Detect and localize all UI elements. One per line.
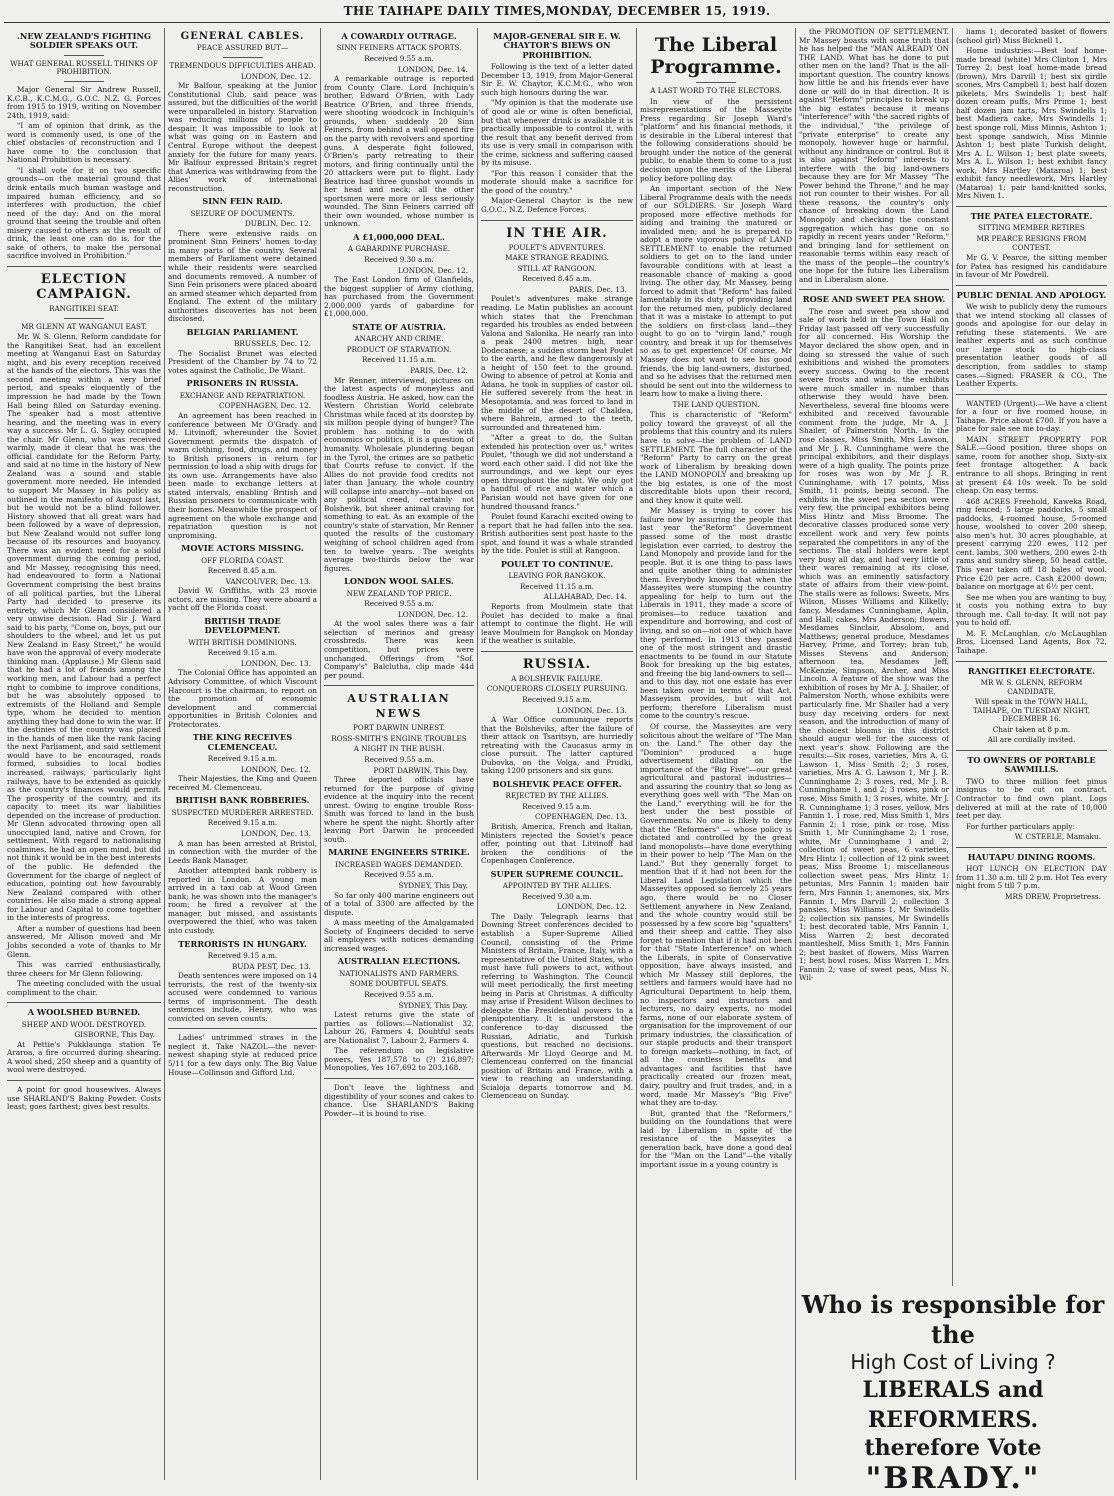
subheadline: REJECTED BY THE ALLIES. [505, 791, 609, 801]
paragraph: liams 1; decorated basket of flowers (school girl) Miss Bicknell 1. [956, 28, 1107, 45]
dateline: VANCOUVER, Dec. 13. [225, 576, 311, 586]
headline: RANGITIKEI ELECTORATE. [967, 665, 1096, 676]
masthead-rule [4, 22, 1110, 23]
ad-line: High Cost of Living ? [850, 1350, 1056, 1374]
section-headline: AUSTRALIAN NEWS [347, 692, 451, 721]
received-time: Received 9.55 a.m. [364, 754, 434, 764]
headline: MARINE ENGINEERS STRIKE. [328, 847, 470, 858]
classified-ad: 468 ACRES Freehold, Kaweka Road, ring fenced; 5 large paddocks, 5 small paddocks, 4-roomed house, 5-roomed house, woolshed to cover 200 sheep, also men's hut. 30 acres ploughable, at present carrying 220 ewes, 112 per cent. lambs, 300 wethers, 200 ewes 2-th rams and sundry sheep, 50 head cattle. This year taken off 18 bales of wool. Price £20 per acre. Cash £2000 down; balance on mortgage at 6½ per cent. [956, 496, 1107, 592]
paragraph: The meeting concluded with the usual compliment to the chair. [7, 979, 161, 997]
headline: PRISONERS IN RUSSIA. [186, 378, 299, 389]
received-time: Received 9.55 a.m. [364, 54, 434, 63]
subheadline: Will speak in the TOWN HALL, TAIHAPE, On TUESDAY NIGHT, DECEMBER 16. [972, 697, 1091, 724]
classified-ad: WANTED (Urgent).—We have a client for a four or five roomed house, in Taihape. Price about £700. If you have a place for sale see me to-day. [956, 398, 1107, 434]
received-time: Received 9.55 a.m. [364, 870, 434, 880]
paragraph: A man has been arrested at Bristol, in connection with the murder of the Leeds Bank Manager. [168, 838, 317, 865]
received-time: Received 9.15 a.m. [207, 648, 278, 658]
received-time: Received 11.15 a.m. [362, 355, 436, 365]
headline: LONDON WOOL SALES. [344, 576, 454, 587]
paragraph: "For this reason I consider that the moderate should make a sacrifice for the good of the country." [481, 168, 633, 195]
headline: PUBLIC DENIAL AND APOLOGY. [956, 289, 1107, 300]
headline: A WOOLSHED BURNED. [27, 1007, 141, 1018]
paragraph: This was carried enthusiastically, three cheers for Mr Glenn following. [7, 960, 161, 978]
paragraph: So far only 400 marine engineers out of a total of 3300 are affected by the dispute. [324, 890, 474, 917]
paragraph: David W. Griffiths, with 23 movie actors, are missing. They were aboard a yacht off the Florida coast. [168, 586, 317, 613]
dateline: LONDON, Dec. 12. [397, 265, 468, 275]
paragraph: The East London firm of Glanfields, the biggest supplier of Army clothing, has purchased from the Government 2,000,000 yards of gabardine for £1,000,000. [324, 275, 474, 319]
classified-ad: HOT LUNCH ON ELECTION DAY from 11.30 a.m. till 2 p.m. Hot Tea every night from 5 till 7 p.m. [956, 864, 1107, 891]
column-5 [637, 28, 795, 1478]
paragraph: Home industries:—Best loaf home-made bread (white) Mrs Clinton 1, Mrs Torrey 2; best loaf home-made bread (brown), Mrs Darvill 1; best six girdle scones, Mrs Campbell 1; best half dozen pikelets, Mrs Swindells 1; best half dozen cream puffs, Mrs Prime 1; best half dozen jam tarts, Mrs Swindells 1; best Madiera cake, Mrs Swindells 1; best sponge roll, Miss Minnis, Ashton 1; best sponge sandwich, Miss Minnie Ashton 1; best plate Turkish delight, Mrs A. L. Wilson 1; best plate sweets, Mrs A. L. Wilson 1; best exhibit fancy work, Mrs Hartley (Mataroa) 1; best exhibit fancy needlework, Mrs Hartley (Mataroa) 1; pair hand-knitted socks, Mrs Niven 1. [956, 46, 1107, 201]
dateline: PORT DARWIN, This Day. [373, 765, 468, 775]
dateline: BUDA PEST, Dec. 13. [231, 961, 311, 971]
subheadline: All are cordially invited. [987, 735, 1076, 745]
paragraph: Three deported officials have returned for the purpose of giving evidence at the inquiry into the recent unrest. Owing to engine trouble Ross-Smith was forced to land in the bush where he spent the night. Shortly after leaving Port Darwin he proceeded south. [324, 775, 474, 844]
column-3 [321, 28, 477, 1478]
paragraph: The Daily Telegraph learns that Downing Street conferences decided to establish a Super-Supreme Allied Council, consisting of the Prime Ministers of Britain, France, Italy, with a representative of the United States, who must have full powers to act, without referring to Washington. The Council will meet periodically, the first meeting being in Paris at Christmas. A difficulty may arise if President Wilson declines to delegate the Presidential powers to a plenipotentiary. It is understood the conference to-day discussed the Russian, Adriatic, and Turkish questions, but reached no decisions. Afterwards Mr Lloyd George and M. Clemenceau conferred on the financial position of Britain and France, with a view to reaching an understanding. Scialoja departs tomorrow and M. Clemenceau on Sunday. [481, 911, 633, 1101]
subheadline: NATIONALISTS AND FARMERS. [338, 968, 460, 978]
subheadline: INCREASED WAGES DEMANDED. [335, 859, 463, 869]
subheadline: PEACE ASSURED BUT— [196, 43, 289, 53]
received-time: Received 9.55 a.m. [364, 990, 434, 999]
subheadline: MR PEARCE RESIGNS FROM CONTEST. [976, 233, 1087, 252]
received-time: Received 9.30 a.m. [522, 891, 592, 901]
advertisement: Don't leave the lightness and digestibility of your scones and cakes to chance. Use SHARLAND'S Baking Powder—it is bound to rise. [324, 1082, 474, 1118]
paragraph: "I am of opinion that drink, as the word is commonly used, is one of the chief obstacles of reconstruction and I have come to the conclusion that National Prohibition is necessary. [7, 121, 161, 165]
received-time: Received 8.45 a.m. [207, 566, 278, 576]
paragraph: Following is the text of a letter dated December 13, 1919, from Major-General Sir E. W. Chaytor, K.C.M.G., who won such high honours during the war. [481, 62, 633, 97]
subheadline: Chair taken at 8 p.m. [992, 724, 1071, 734]
signature: W. CSTEELE, Mamaku. [1014, 832, 1101, 842]
headline: A £1,000,000 DEAL. [353, 231, 445, 242]
dateline: LONDON, Dec. 13. [240, 658, 311, 668]
dateline: LONDON, Dec. 14. [397, 64, 468, 74]
paragraph: In view of the persistent misrepresentations of the Masseyite Press regarding Sir Joseph Ward's "platform" and his financial methods, it is desirable in the Liberal interest that the following considerations should be brought under the notice of the general public, to enable them to come to a just decision upon the merits of the Liberal policy before polling day. [640, 96, 792, 183]
subheadline: MAKE STRANGE READING. [505, 253, 609, 263]
headline: BOLSHEVIK PEACE OFFER. [492, 778, 622, 789]
received-time: Received 9.15 a.m. [207, 818, 278, 828]
paragraph: British, America, French and Italian, Ministers rejected the Soviet's peace offer, pointing out that Litvinoff had broken the conditions of the Copenhagen Conference. [481, 822, 633, 866]
subheadline: PORT DARWIN UNREST. [352, 723, 446, 733]
subheadline: MR W. S. GLENN, REFORM CANDIDATE, [980, 677, 1083, 696]
subheadline: TREMENDOUS DIFFICULTIES AHEAD. [169, 61, 316, 70]
classified-ad: For further particulars apply: [966, 821, 1075, 831]
column-6 [796, 28, 952, 1286]
received-time: Received 9.15 a.m. [522, 801, 592, 811]
received-time: Received 9.55 a.m. [364, 599, 434, 609]
paragraph: This is characteristic of "Reform" policy toward the graveyst of all the problems that this country and its rulers have to solve—the problem of LAND SETTLEMENT. The full character of the "Reform" Party to carry on the great work of Liberalism by breaking down the LAND MONOPOLY and breaking up the big estates, is one of the most discreditable blots upon their record, and they know it quite well. [640, 410, 792, 505]
dateline: PARIS, Dec. 12. [410, 366, 468, 376]
subheadline: WITH BRITISH DOMINIONS. [188, 637, 297, 647]
ad-line: "BRADY." [865, 1461, 1041, 1496]
section-headline: GENERAL CABLES. [180, 31, 305, 42]
paragraph: There were extensive raids on prominent Sinn Feiners' homes to-day in many parts of the country. Several members of Parliament were detained while their residents were searched and documents removed. A number of Sinn Fein prisoners were placed aboard an armed steamer which departed from England. The extent of the military authorities discoveries has not been disclosed. [168, 228, 317, 324]
classified-ad: TWO to three million feet pinus insignus to be cut on contract. Contractor to find own plant. Logs delivered at mill at the rate of 10,000 feet per day. [956, 776, 1107, 821]
headline: HAUTAPU DINING ROOMS. [967, 851, 1096, 862]
subheadline: A GABARDINE PURCHASE. [347, 244, 451, 254]
classified-ad: M. F. McLaughlan, c/o McLaughlan Bros, Licensed Land Agents, Box 72, Taihape. [956, 628, 1107, 655]
headline: THE PATEA ELECTORATE. [970, 210, 1093, 221]
dateline: BRUSSELS, Dec. 12. [234, 339, 311, 349]
paragraph: Mr Massey is trying to cover his failure now by assuring the people that last year the"Reform" Government passed some of the most drastic legislation ever carried, to destroy the Land Monopoly and provide land for the people. But it is one thing to pass laws and quite another thing to administer them. Everybody knows that when the Masseyites were stumping the country appealing for help to turn out the Liberals in 1911, they made a score of promises—to reduce taxation and expenditure and borrowing, and cost of living, and so on—not one of which have they performed. In 1913 they passed one of the most stringent and drastic enactments to be found in our Statute Book for breaking up the big estates, and freeing the big land-owners to sell—and to this day, not one estate has ever been taken over in terms of that Act. Masseyism provides, but will not perform; therefore Liberalism must come to the country's rescue. [640, 506, 792, 721]
paragraph: An agreement has been reached in conference between Mr O'Grady and M. Litvinoff, whereunder the Soviet Government permits the dispatch of warm clothing, food, drugs, and money to British prisoners in return for permission to load a ship with drugs for its own use. Arrangements have also been made to exchange letters at stated intervals, enabling British and Russian prisoners to communicate with their homes. Meanwhile the prospect of agreement on the whole exchange and repatriation question is not unpromising. [168, 410, 317, 540]
dateline: LONDON, Dec. 12. [240, 764, 311, 774]
section-headline: The Liberal Programme. [650, 34, 782, 78]
dateline: COPENHAGEN, Dec. 12. [218, 401, 311, 411]
headline: .NEW ZEALAND'S FIGHTING SOLDIER SPEAKS OUT. [17, 31, 151, 51]
subheadline: SHEEP AND WOOL DESTROYED. [21, 1019, 147, 1029]
paragraph: Mr Balfour, speaking at the Junior Constitutional Club, said peace was assured, but the difficulties of the world were unparalleled in history. Starvation was reducing millions of people to despair. It was impossible to look at what was going on in Eastern and Central Europe without the deepest anxiety for the future for many years. Mr Balfour expressed Britain's regret that America was withdrawing from the Allies' work of international reconstruction. [168, 81, 317, 193]
subheadline: SITTING MEMBER RETIRES [978, 223, 1085, 233]
column-2 [165, 28, 320, 1478]
headline: THE KING RECEIVES CLEMENCEAU. [192, 732, 293, 752]
received-time: Received 8.45 a.m. [522, 274, 592, 284]
paragraph: Of course, the Masseyites are very solicitous about the welfare of "The Man on the Land." The other day the "Dominion" produced a huge advertisement dilating on the importance of the "Big Five"—our great agricultural and pastoral industries—and assuring the country that so long as everything goes well with "The Man on the Land," everything will be for the best under the best possible of Governments. No one is likely to deny that the "Reformers" — whose policy is dictated and controlled by the great land monopolists—have done everything in their power to help "The Man on the Land." But they generally forget to mention that if it had not been for the Liberal Land Legislation which the Masseyites opposed so fiercely 25 years ago, there would be no Closer Settlement anywhere in New Zealand, and the whole country would still be possessed by a few score big "squatters" and their sheep and cattle. They also forget to mention that if it had not been for that "State Interference" on which the Liberals, in spite of Conservative opposition, have always insisted, and which Mr Massey still deplores, the settlers and farmers would have had no Agricultural Department to help them, no inspectors and instructors and lecturers, no dairy experts, no model farms, none of our elaborate system of organisation for the improvement of our primary industries, the classification of our staple products and their transport to foreign markets—nothing, in fact, of all the countless benefits and advantages and facilities that have practically created our frozen meat, dairy, poultry and fruit trades, and, in a word, made Mr Massey's "Big Five" what they are to-day. [640, 722, 792, 1108]
received-time: Received 11.15 a.m. [520, 581, 594, 591]
subheadline: SOME DOUBTFUL SEATS. [349, 979, 449, 989]
dateline: ALLAHABAD, Dec. 14. [543, 592, 627, 602]
paragraph: The referendum on legislative powers, Yes 187,578 to (?) 216,897; Monopolies, Yes 167,692 to 203,168. [324, 1046, 474, 1073]
dateline: LONDON, Dec. 12. [240, 71, 311, 81]
subheadline: SUSPECTED MURDERER ARRESTED. [171, 807, 314, 817]
headline: ROSE AND SWEET PEA SHOW. [802, 294, 946, 305]
paragraph: A War Office communique reports that the Bolsheviks, after the failure of their attack on Tsaritsyn, are hurriedly retreating with the Caucasus army in close pursuit. The latter captured Dubovka, on the Volga, and Prudki, taking 1200 prisoners and six guns. [481, 715, 633, 776]
advertisement: Ladies' untrimmed straws in the neglect it. Take NAZOL—the never-newest shaping style at reduced price 5/11 for a few days only. The Big Value House—Collinson and Gifford Ltd. [168, 1033, 317, 1077]
dateline: LONDON, Dec. 13. [240, 828, 311, 838]
paragraph: "My opinion is that the moderate use of good ale or wine is often beneficial, but that whenever drink is available it is practically impossible to control it, with the result that any benefit derived from its use is very small in comparison with the crime, sickness and suffering caused by its misuse. [481, 98, 633, 168]
paragraph: Major-General Chaytor is the new G.O.C., N.Z. Defence Forces. [481, 196, 633, 214]
dateline: COPENHAGEN, Dec. 13. [534, 812, 627, 822]
dateline: PARIS, Dec. 13. [569, 284, 627, 294]
received-time: Received 9.30 a.m. [364, 254, 434, 264]
paragraph: We wish to publicly deny the rumours that we intend stocking all classes of goods and apologise for our delay in refuting these statements. We are leather experts and as such continue our large stock to high-class presentation leather goods of all description, from saddles to stamp cases.—Signed: FRASER & CO., The Leather Experts. [956, 302, 1107, 389]
subheadline: A LAST WORD TO THE ELECTORS. [650, 86, 782, 95]
paragraph: Their Majesties, the King and Queen received M. Clemenceau. [168, 774, 317, 792]
headline: MOVIE ACTORS MISSING. [181, 543, 304, 554]
dateline: DUBLIN, Dec. 12. [244, 219, 311, 229]
received-time: Received 9.15 a.m. [207, 950, 278, 960]
section-headline: ELECTION CAMPAIGN. [36, 271, 132, 302]
paragraph: After a number of questions had been answered, Mr Allison moved and Mr Jobbs seconded a vote of thanks to Mr Glenn. [7, 923, 161, 959]
subheadline: RANGITIKEI SEAT. [49, 303, 119, 313]
subheadline: A BOLSHEVIK FAILURE. [511, 673, 603, 683]
dateline: GISBORNE, This Day. [74, 1030, 155, 1040]
advertisement: A point for good housewives. Always use SHARLAND'S Baking Powder. Costs least; goes farthest; gives best results. [7, 1084, 161, 1112]
classified-ad: See me when you are wanting to buy, it costs you nothing extra to buy through me. Call to-day. It will not pay you to hold off. [956, 592, 1107, 628]
paragraph: The rose and sweet pea show and sale of work held in the Town Hall on Friday last passed off very successfully for all concerned. His Worship the Mayor declared the show open, and in doing so stressed the value of such exhibitions and wished the promoters every success. Owing to the recent severe frosts and winds, the exhibits were much smaller in number than otherwise they would have been. Nevertheless, several fine blooms were exhibited and received favourable comment from the judge, Mr A. J. Shailer, of Palmerston North. In the rose classes, Miss Smith, Mrs Lawson, and Mr J. R. Cunninghame were the principal exhibitors, and their displays were of a high quality. The points prize for roses was won by Mr J. R. Cunninghame, with 17 points, Miss Smith, 11 points, being second. The exhibits in the sweet pea section were very few, the principal exhibitors being Miss Hintz and Miss Broome. The decorative classes produced some very excellent work and very few points separated the competitors in any of the sections. The stall holders were kept very busy all day, and had very little of their wares remaining at its close, which was an eminently satisfactory state of affairs from their view-point. The stalls were as follows: Sweets, Mrs Wilson, Misses Williams and Kilkelly; fancy, Mesdames Cunninghame, Aplin, and Hall; cakes, Mrs Anderson; flowers, Mesdames Sinclair, Absolom, and Matthews; general produce, Mesdames Harvey, Prime, and Torrey; bran tub, Misses Stevens and Anderson; afternoon tea, Mesdames Jeff, McKenzie, Simpson, Archer, and Miss Lincoln. A feature of the show was the exhibition of roses by Mr A. J. Shailer, of Palmerston North, whose exhibits were particularly fine. Mr Shailer had a very busy day receiving orders for next season, and the introduction of many of the choicest blooms in this district should augur well for the success of next year's show. Following are the results:—Six roses, varieties, Mrs A. G. Lawson 1, Miss Smith 2; 3 roses, varieties, Mrs A. G. Lawson 1, Mr J. R. Cunninghame 2; 3 roses, red, Mr J. R. Cunninghame 1, and 2; 3 roses, pink or rose, Miss Smith 1; 3 roses, white, Mr J. R. Cunninghame 1; 3 roses, yellow, Mrs Fannin 1. 1 rose, red, Miss Smith 1, Mrs Fannin 2; 1 rose, pink or rose, Miss Smith 1, Mr Cunninghame 2; 1 rose, white, Mr Cunninghame 1 and 2; collection of sweet peas, 6 varieties, Mrs Hintz 1; collection of 12 pink sweet peas, Miss Broome 1; miscellaneous collection sweet peas, Mrs Hintz 1; petunias, Mrs Fannin 1; maiden hair fern, Mrs Fannin 1; anemones, six, Mrs Fannin 1, Mrs Darvill 2; collection 3 pansies, Miss Williams 1, Mr Swindells 2; collection six pansies, Mr Swindells 1; best decorated table, Mrs Fannin 1, Miss Warren 2; best decorated mantleshelf, Miss Smith 1, Mrs Fannin 2; best basket of flowers, Miss Warren 1; best bowl roses, Miss Warren 1, Mrs Fannin 2; vase of sweet peas, Miss N. Wil- [799, 306, 949, 983]
ad-line: Who is responsible for the [801, 1290, 1105, 1349]
column-7 [953, 28, 1110, 1286]
paragraph: Mr Renner, interviewed, pictures on the latest aspects of moneyless and foodless Austria. He asked, how can the Western Christian World celebrate Christmas while faced at its doorstep by six million people dying of hunger? The problem has nothing to do with economics or politics, it is a question of humanity. Wholesale plundering began in the Tyrol, the crimes are so pathetic that Courts refuse to convict. If the Allies do not provide food credits not later than January, the whole country will collapse into anarchy—not based on any political creed, certainly not Bolshevik, but sheer animal craving for something to eat. As an example of the country's state of starvation, Mr Renner quoted the results of the customary weighing of school children aged from ten to twelve years. The weights average two-thirds below the war figures. [324, 375, 474, 573]
signature: MRS DREW, Proprietress. [1005, 891, 1101, 901]
paragraph: Mr G. V. Pearce, the sitting member for Patea has resigned his candidature in favour of Mr Powdrell. [956, 253, 1107, 280]
paragraph: "I shall vote for it on two specific grounds—on the material ground that drink entails much human wastage and impaired human efficiency, and so interferes with production, the chief need of the day: And on the moral ground that seeing the trouble and often misery caused to others as the result of drink, the least one can do is, for the sake of others, to make the personal sacrifice involved in Prohibition." [7, 165, 161, 261]
paragraph: Latest returns give the state of parties as follows:—Nationalist 32, Labour 26, Farmers 4. Doubtful seats are Nationalist 7, Labour 2, Farmers 4. [324, 1010, 474, 1045]
paragraph: Mr. W. S. Glenn, Reform candidate for the Rangitikei Seat, had an excellent meeting at Wanganui East on Saturday night, and his every reception received at the hands of the electors. This was the second meeting within a very brief period, and speaks eloquently of the impression he had made by the Town Hall being filled on Saturday evening. The speaker had a most attentive hearing, and the meeting was in every way a success. Mr L. G. Sigley occupied the chair. Mr Glenn, who was received warmly, made it clear that he was the official candidate for the Reform Party, and said at no time in the history of New Zealand was a sound and stable government more needed. He intended to support Mr Massey in his policy as outlined in the manifesto of August last, but he would not be a blind follower. History showed that all great wars had been followed by a wave of depression, but New Zealand would not suffer long because of its resources and buoyancy. There was an evident need for a solid government during the coming period, and Mr Massey, recognising this need, had endeavoured to form a National Government comprising the best brains of all political parties, but the Liberal Party had decided to preserve its entirety, which Mr Glenn considered a very unwise decision. Had Sir J. Ward said to his party, "Come on, boys, put our shoulders to the wheel, and let us put New Zealand in Easy Street," he would have won the approval of every moderate thinking man. (Applause.) Mr Glenn said that he had a lot of friends among the working men, and Labour had a perfect right to combine to improve conditions, but he was absolutely opposed to extremists of the Holland and Semple type, whom he decided to mention anything they had done to win the war. If the destinies of the country was placed in the hands of men like the rank facing the next Parliament, and said settlement would have to be encouraged, roads formed, subsidies to local bodies increased, railways, particularly light railways, have to be extended as quickly as the country's finances would permit. The prosperity of the country, and its capacity to meet its war liabilities depended on the increase of production. Mr Glenn advocated throwing open all unoccupied land, native and Crown, for settlement. With regard to nationalising coalmines, he had an open mind, but did not think it would be in the best interests of the public. He defended the Government for the charge of neglect of education, pointing out how favourably New Zealand compared with other countries. He also made a strong appeal for Labour and Capital to come together in the interests of progress. [7, 332, 161, 923]
paragraph: Another attempted bank robbery is reported in London. A young man arrived in a taxi cab at Wood Green bank; he was shown into the manager's room; he fired a revolver at the manager, but missed, and assistants overpowered the thief, who was taken into custody. [168, 866, 317, 935]
dateline: LONDON, Dec. 12. [397, 609, 468, 619]
subheadline: APPOINTED BY THE ALLIES. [502, 881, 612, 891]
headline: A COWARDLY OUTRAGE. [341, 31, 457, 41]
column-4 [478, 28, 636, 1478]
paragraph: The Socialist Brunet was elected President of the Chamber by 74 to 72 votes against the Catholic, De Wiant. [168, 348, 317, 375]
paragraph: Reports from Moulmein state that Poulet has decided to make a final attempt to continue the flight. He will leave Moulmein for Bangkok on Monday if the weather is suitable. [481, 601, 633, 646]
masthead: THE TAIHAPE DAILY TIMES,MONDAY, DECEMBER 15, 1919. [343, 4, 771, 18]
headline: TERRORISTS IN HUNGARY. [178, 938, 307, 949]
headline: MAJOR-GENERAL SIR E. W. CHAYTOR'S BIEWS ON PROHIBITION. [493, 31, 621, 60]
subheadline: EXCHANGE AND REPATRIATION. [179, 390, 306, 400]
paragraph: At the wool sales there was a fair selection of merinos and greasy crossbreds. There was keen competition, but prices were unchanged. Offerings from "Sof. Company's" Balclutha, clip made 44d per pound. [324, 619, 474, 680]
subheadline: POULET'S ADVENTURES. [508, 242, 606, 252]
subheadline: THE LAND QUESTION. [672, 399, 760, 409]
headline: BRITISH BANK ROBBERIES. [175, 795, 310, 806]
paragraph: Death sentences were imposed on 14 terrorists, the rest of the twenty-six accused were condemned to various terms of imprisonment. The death sentences include, Henry, who was convicted on seven counts. [168, 971, 317, 1023]
subheadline: NEW ZEALAND TOP PRICE. [346, 588, 452, 598]
headline: AUSTRALIAN ELECTIONS. [337, 956, 461, 967]
headline: STATE OF AUSTRIA. [352, 321, 446, 332]
headline: BRITISH TRADE DEVELOPMENT. [204, 615, 281, 636]
paragraph: A remarkable outrage is reported from County Clare. Lord Inchiquin's brother, Edward O'Brien, with Lady Beatrice O'Brien, and three friends, were shooting woodcock in Inchiquin's grounds, when suddenly 20 Sinn Feiners, from behind a wall opened fire on the party with revolvers and sporting guns. A desperate fight followed, O'Brien's party retreating to their motors, and firing continually until the 20 attackers were put to flight. Lady Beatrice had three gunshot wounds in her head and neck; all the other sportsmen were more or less seriously wounded. The Sinn Feiners carried off their own wounded, whose number is unknown. [324, 74, 474, 229]
subheadline: A NIGHT IN THE BUSH. [353, 744, 445, 754]
paragraph: A mass meeting of the Amalgamated Society of Engineers decided to serve all employers with notices demanding increased wages. [324, 918, 474, 953]
headline: BELGIAN PARLIAMENT. [186, 326, 299, 337]
dateline: LONDON, Dec. 12. [556, 902, 627, 912]
headline: SINN FEIN RAID. [202, 196, 283, 207]
subheadline: ANARCHY AND CRIME. [354, 334, 444, 344]
classified-ad: MAIN STREET PROPERTY FOR SALE.—Good position, three shops on same, room for another shop. Sixty-six feet frontage altogether. A back entrance to all shops. Bringing in rent at present £4 10s week. To be sold cheap. On easy terms. [956, 434, 1107, 496]
paragraph: At Pettie's Pukklaunga station Te Araroa, a fire occurred during shearing. A wool shed, 250 sheep and a quantity of wool were destroyed. [7, 1039, 161, 1075]
paragraph: Major General Sir Andrew Russell, K.C.B., K.C.M.G., G.O.C. N.Z. G. Forces from 1915 to 1919, writing on November 24th, 1919, said: [7, 85, 161, 120]
section-headline: IN THE AIR. [506, 225, 608, 241]
column-1 [4, 28, 164, 1478]
ad-line: LIBERALS and REFORMERS. [862, 1377, 1044, 1433]
dateline: SYDNEY, This Day. [398, 881, 468, 891]
subheadline: CONQUERORS CLOSELY PURSUING. [486, 684, 628, 694]
received-time: Received 9.15 a.m. [522, 694, 592, 704]
received-time: Received 9.15 a.m. [207, 754, 278, 764]
subheadline: WHAT GENERAL RUSSELL THINKS OF PROHIBITION. [10, 58, 158, 77]
dateline: SYDNEY, This Day. [398, 1000, 468, 1010]
headline: POULET TO CONTINUE. [500, 558, 614, 569]
paragraph: An important section of the New Liberal Programme deals with the needs of our SOLDIERS. Sir Joseph Ward proposed more effective methods for aiding and training the matured or invalided men; and he is prepared to adopt a more vigorous policy of LAND SETTLEMENT to enable the returned soldiers to get on to the land under favourable conditions with at least a reasonable chance of making a good living. The other day, Mr Massey, being forced to admit that "Reform" has failed lamentably in its duty of providing land for the returned men, publicly declared that it was a mistake to attempt to put the soldiers on first-class land—they ought to go on to "virgin land," rough country, and break it up for themselves so as to get experience! Of course, Mr Massey does not want to see his good friends, the big land-owners, disturbed, and so he advises that the returned men should be sent out into the wilderness to learn how to make a living there. [640, 184, 792, 399]
subheadline: STILL AT RANGOON. [517, 263, 597, 273]
subheadline: PRODUCT OF STARVATION. [346, 344, 452, 354]
election-advertisement [798, 1290, 1108, 1496]
headline: TO OWNERS OF PORTABLE SAWMILLS. [967, 755, 1096, 775]
paragraph: "After a great to do, the Sultan extended his protection over us," writes Poulet, "though we did not understand a word each other said. I did not like the surroundings, and we kept our eyes open throughout the night. We only got a handful of rice and water which a Parisian would not have given for one hundred thousand francs." [481, 433, 633, 511]
subheadline: MR GLENN AT WANGANUI EAST. [21, 321, 147, 331]
dateline: LONDON, Dec. 13. [556, 705, 627, 715]
paragraph: The Colonial Office has appointed an Advisory Committee, of which Viscount Harcourt is the chairman, to report on the promotion of economic development and commercial opportunities in British Colonies and Protectorates. [168, 668, 317, 729]
subheadline: OFF FLORIDA COAST. [201, 555, 284, 565]
paragraph: Poulet found Karachi excited owing to a report that he had fallen into the sea. British authorities sent post haste to the spot, and found it was a whale stranded by the tide. Poulet is still at Rangoon. [481, 512, 633, 556]
paragraph: the PROMOTION OF SETTLEMENT. Mr Massey boasts with some truth that he has helped the "MAN ALREADY ON THE LAND. What has he done to put other men on the land? That is the all-important question. The country knows how little he and his friends ever have done or will do in that direction. It is against "Reform" principles to break up the big estates because it means "interference" with "the sacred rights of the individual," "the privilege of "private enterprise" to create any monopoly, however huge or harmful, without any hindrance or control. But it is also against "Reform" interests to interfere with the big land-owners because they are for Mr Massey "The Power behind the Throne," and he may not run counter to their wishes. For all these reasons, the country's only chance of breaking down the Land Monopoly and checking the constant aggregation which has gone on so rapidly in recent years under "Reform," and bringing land for settlement on reasonable terms within easy reach of the mass of the people—the country's one hope for the future lies Liberalism and in Liberalism alone. [799, 28, 949, 284]
headline: SUPER SUPREME COUNCIL. [490, 868, 624, 879]
ad-line: therefore Vote [864, 1435, 1042, 1461]
section-headline: RUSSIA. [522, 656, 592, 672]
paragraph: But, granted that the "Reformers," building on the foundations that were laid by Liberalism in spite of the resistance of the Masseyites a generation back, have done a good deal for the "Man on the Land"—the vitally important issue in a young country is [640, 1108, 792, 1169]
paragraph: Poulet's adventures make strange reading. Le Matin publishes an account which states that the Frenchman regarded his troubles as ended between Valona and Salonika. He nearly ran into a peak 2400 metres high, near Dodecanese; a sudden storm beat Poulet to the earth, and he flew dangerously at a height of 150 feet to the ground. Owing to absence of petrol at Konia and Adana, he took in supplies of castor oil. He suffered severely from the heat in Mesopotamia, and was forced to land in the middle of the desert of Chaldea, where Bahrein, armed to the teeth, surrounded and threatened him. [481, 294, 633, 432]
subheadline: LEAVING FOR BANGKOK. [508, 571, 606, 581]
subheadline: ROSS-SMITH'S ENGINE TROUBLES [331, 733, 467, 743]
subheadline: SEIZURE OF DOCUMENTS. [190, 208, 295, 218]
subheadline: SINN FEINERS ATTACK SPORTS. [336, 43, 462, 53]
